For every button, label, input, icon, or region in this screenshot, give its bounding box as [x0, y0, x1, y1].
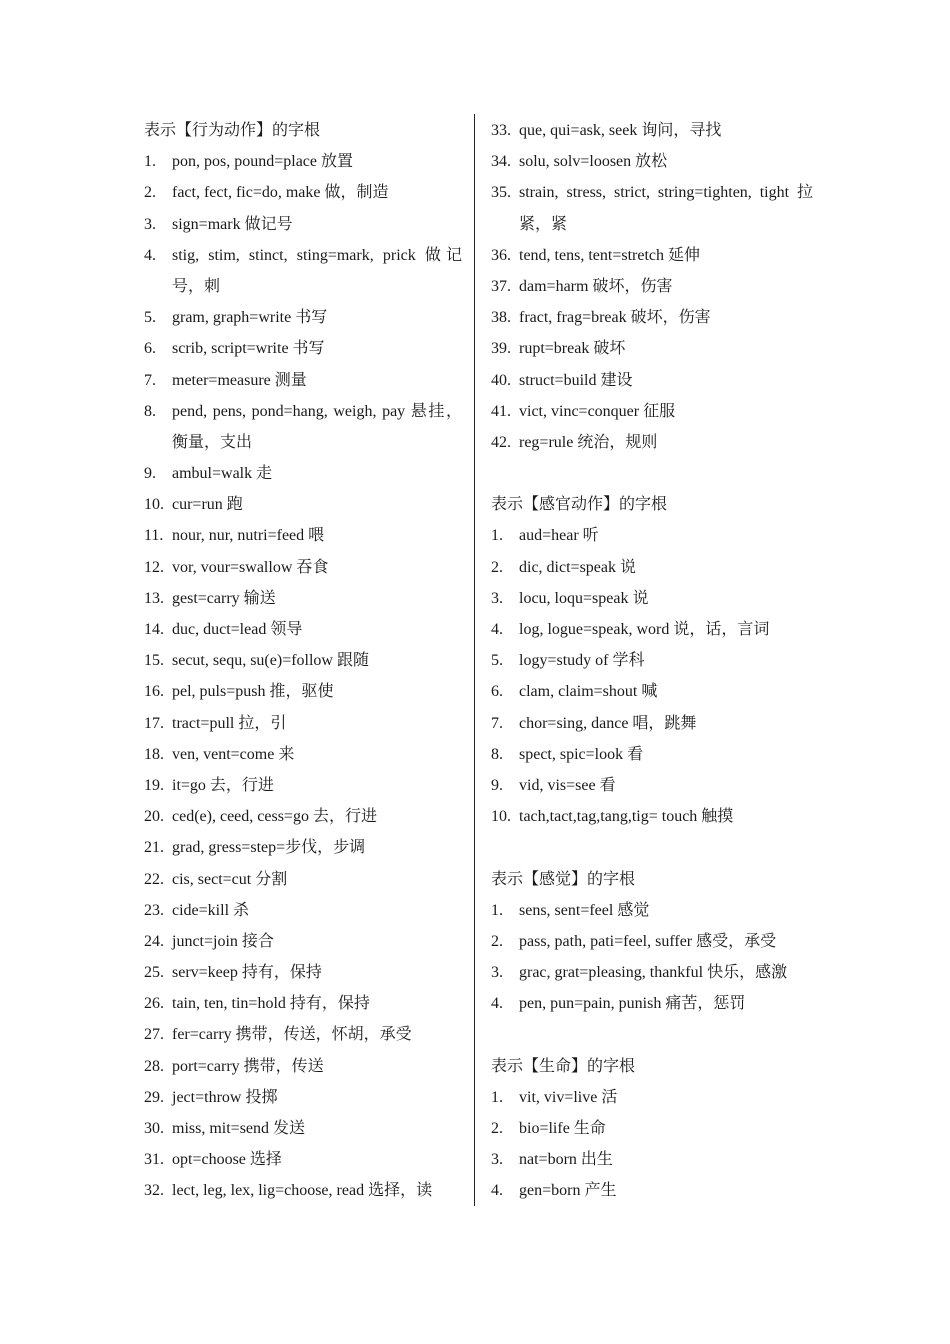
item-number: 40. — [491, 371, 511, 389]
list-item — [491, 520, 813, 551]
list-item — [144, 1144, 462, 1175]
item-number: 30. — [144, 1120, 164, 1138]
item-number: 20. — [144, 808, 164, 826]
list-item — [491, 676, 813, 707]
item-text: duc, duct=lead 领导 — [172, 621, 303, 639]
item-number: 6. — [491, 683, 503, 701]
item-number: 37. — [491, 277, 511, 295]
section-gap — [491, 832, 813, 863]
item-text: gram, graph=write 书写 — [172, 309, 328, 327]
list-item — [144, 302, 462, 333]
item-number: 19. — [144, 776, 164, 794]
item-number: 10. — [491, 808, 511, 826]
item-number: 6. — [144, 340, 156, 358]
item-text: tract=pull 拉，引 — [172, 714, 287, 732]
list-item — [144, 552, 462, 583]
item-number: 7. — [491, 714, 503, 732]
list-item — [144, 739, 462, 770]
list-item — [491, 1144, 813, 1175]
item-number: 15. — [144, 652, 164, 670]
list-item — [144, 957, 462, 988]
list-item — [491, 240, 813, 271]
list-item — [491, 552, 813, 583]
item-number: 41. — [491, 402, 511, 420]
item-text: nat=born 出生 — [519, 1151, 613, 1169]
list-item — [144, 895, 462, 926]
item-text: pass, path, pati=feel, suffer 感受，承受 — [519, 932, 777, 950]
list-item — [144, 146, 462, 177]
item-number: 8. — [144, 402, 156, 420]
item-text: dam=harm 破坏，伤害 — [519, 277, 673, 295]
item-number: 4. — [491, 995, 503, 1013]
item-text: spect, spic=look 看 — [519, 745, 644, 763]
item-number: 42. — [491, 433, 511, 451]
item-number: 7. — [144, 371, 156, 389]
list-item — [491, 177, 813, 239]
item-text: gen=born 产生 — [519, 1182, 617, 1200]
item-text: pel, puls=push 推，驱使 — [172, 683, 334, 701]
list-item — [491, 333, 813, 364]
item-number: 14. — [144, 621, 164, 639]
item-number: 16. — [144, 683, 164, 701]
item-text: rupt=break 破坏 — [519, 340, 626, 358]
list-item — [491, 770, 813, 801]
list-item — [144, 832, 462, 863]
list-item — [491, 146, 813, 177]
item-text: miss, mit=send 发送 — [172, 1120, 306, 1138]
list-item — [491, 645, 813, 676]
item-number: 24. — [144, 932, 164, 950]
root-list-actions — [144, 146, 462, 1206]
list-item — [491, 271, 813, 302]
section-heading-actions: 表示【行为动作】的字根 — [144, 122, 321, 139]
list-item — [144, 240, 462, 302]
item-text: stig, stim, stinct, sting=mark, prick 做记号，刺 — [172, 246, 462, 295]
item-text: solu, solv=loosen 放松 — [519, 153, 668, 171]
item-number: 9. — [144, 465, 156, 483]
item-text: pend, pens, pond=hang, weigh, pay 悬挂，衡量，支出 — [172, 402, 462, 451]
item-number: 2. — [144, 184, 156, 202]
list-item — [144, 926, 462, 957]
list-item — [144, 676, 462, 707]
item-number: 2. — [491, 558, 503, 576]
item-number: 1. — [491, 901, 503, 919]
item-text: cis, sect=cut 分割 — [172, 870, 288, 888]
item-text: locu, loqu=speak 说 — [519, 589, 649, 607]
item-number: 3. — [491, 1151, 503, 1169]
item-number: 10. — [144, 496, 164, 514]
item-number: 1. — [144, 153, 156, 171]
item-number: 38. — [491, 309, 511, 327]
item-number: 5. — [491, 652, 503, 670]
item-number: 34. — [491, 153, 511, 171]
item-number: 27. — [144, 1026, 164, 1044]
left-column — [144, 115, 462, 1207]
list-item — [144, 333, 462, 364]
item-text: cur=run 跑 — [172, 496, 243, 514]
item-text: port=carry 携带，传送 — [172, 1057, 324, 1075]
item-number: 29. — [144, 1088, 164, 1106]
list-item — [491, 801, 813, 832]
item-text: vit, viv=live 活 — [519, 1088, 618, 1106]
item-number: 2. — [491, 1120, 503, 1138]
list-item — [144, 1051, 462, 1082]
list-item — [491, 115, 813, 146]
item-number: 9. — [491, 776, 503, 794]
list-item — [491, 1175, 813, 1206]
item-number: 3. — [144, 215, 156, 233]
item-text: fact, fect, fic=do, make 做，制造 — [172, 184, 389, 202]
list-item — [144, 1113, 462, 1144]
list-item — [144, 708, 462, 739]
item-text: cide=kill 杀 — [172, 901, 250, 919]
section-heading-feelings: 表示【感觉】的字根 — [491, 870, 636, 888]
item-text: ced(e), ceed, cess=go 去，行进 — [172, 808, 377, 826]
item-number: 4. — [144, 246, 156, 264]
item-text: bio=life 生命 — [519, 1120, 606, 1138]
item-number: 31. — [144, 1151, 164, 1169]
list-item — [491, 396, 813, 427]
item-number: 12. — [144, 558, 164, 576]
item-text: meter=measure 测量 — [172, 371, 307, 389]
list-item — [144, 645, 462, 676]
item-number: 18. — [144, 745, 164, 763]
item-number: 39. — [491, 340, 511, 358]
root-list-life — [491, 1082, 813, 1207]
list-item — [491, 365, 813, 396]
item-number: 4. — [491, 1182, 503, 1200]
item-number: 28. — [144, 1057, 164, 1075]
list-item — [144, 1082, 462, 1113]
list-item — [144, 209, 462, 240]
root-list-senses-actions — [491, 520, 813, 832]
item-text: tain, ten, tin=hold 持有，保持 — [172, 995, 370, 1013]
item-text: it=go 去，行进 — [172, 776, 274, 794]
item-text: secut, sequ, su(e)=follow 跟随 — [172, 652, 369, 670]
item-text: vid, vis=see 看 — [519, 776, 616, 794]
list-item — [144, 583, 462, 614]
list-item — [144, 1175, 462, 1206]
item-text: pon, pos, pound=place 放置 — [172, 153, 354, 171]
root-list-feelings — [491, 895, 813, 1020]
list-item — [144, 489, 462, 520]
list-item — [144, 801, 462, 832]
section-heading-senses-actions: 表示【感官动作】的字根 — [491, 496, 668, 514]
list-item — [491, 302, 813, 333]
item-text: que, qui=ask, seek 询问，寻找 — [519, 122, 722, 139]
item-text: logy=study of 学科 — [519, 652, 645, 670]
item-number: 13. — [144, 589, 164, 607]
item-text: grad, gress=step=步伐，步调 — [172, 839, 366, 857]
item-text: serv=keep 持有，保持 — [172, 964, 322, 982]
item-text: vor, vour=swallow 吞食 — [172, 558, 329, 576]
item-text: struct=build 建设 — [519, 371, 633, 389]
item-text: opt=choose 选择 — [172, 1151, 282, 1169]
list-item — [491, 1113, 813, 1144]
list-item — [144, 177, 462, 208]
column-divider — [474, 114, 475, 1206]
item-text: aud=hear 听 — [519, 527, 599, 545]
item-text: junct=join 接合 — [172, 932, 274, 950]
list-item — [144, 458, 462, 489]
item-number: 2. — [491, 932, 503, 950]
list-item — [144, 770, 462, 801]
list-item — [491, 708, 813, 739]
list-item — [491, 1082, 813, 1113]
item-number: 11. — [144, 527, 164, 545]
item-text: grac, grat=pleasing, thankful 快乐，感激 — [519, 964, 788, 982]
item-number: 5. — [144, 309, 156, 327]
right-column — [491, 115, 813, 1207]
item-text: reg=rule 统治，规则 — [519, 433, 658, 451]
item-text: fract, frag=break 破坏，伤害 — [519, 309, 711, 327]
list-item — [144, 614, 462, 645]
item-text: dic, dict=speak 说 — [519, 558, 636, 576]
list-item — [491, 739, 813, 770]
item-number: 1. — [491, 527, 503, 545]
item-text: pen, pun=pain, punish 痛苦，惩罚 — [519, 995, 746, 1013]
item-text: ject=throw 投掷 — [172, 1088, 278, 1106]
item-text: gest=carry 输送 — [172, 589, 276, 607]
item-text: vict, vinc=conquer 征服 — [519, 402, 676, 420]
item-text: scrib, script=write 书写 — [172, 340, 325, 358]
item-number: 3. — [491, 589, 503, 607]
item-text: strain, stress, strict, string=tighten, tight 拉紧，紧 — [519, 184, 813, 233]
list-item — [144, 520, 462, 551]
item-text: clam, claim=shout 喊 — [519, 683, 658, 701]
item-text: sens, sent=feel 感觉 — [519, 901, 650, 919]
list-item — [491, 957, 813, 988]
item-number: 32. — [144, 1182, 164, 1200]
item-text: tend, tens, tent=stretch 延伸 — [519, 246, 700, 264]
list-item — [491, 926, 813, 957]
list-item — [491, 427, 813, 458]
section-gap — [491, 1019, 813, 1050]
item-number: 35. — [491, 184, 511, 202]
item-number: 4. — [491, 621, 503, 639]
list-item — [144, 1019, 462, 1050]
item-number: 17. — [144, 714, 164, 732]
section-gap — [491, 458, 813, 489]
list-item — [144, 365, 462, 396]
item-text: tach,tact,tag,tang,tig= touch 触摸 — [519, 808, 734, 826]
list-item — [491, 895, 813, 926]
item-number: 3. — [491, 964, 503, 982]
item-number: 8. — [491, 745, 503, 763]
item-number: 25. — [144, 964, 164, 982]
item-number: 36. — [491, 246, 511, 264]
item-number: 22. — [144, 870, 164, 888]
list-item — [144, 864, 462, 895]
item-number: 1. — [491, 1088, 503, 1106]
item-text: nour, nur, nutri=feed 喂 — [172, 527, 325, 545]
list-item — [491, 583, 813, 614]
section-heading-life: 表示【生命】的字根 — [491, 1057, 636, 1075]
item-number: 33. — [491, 122, 511, 139]
item-text: lect, leg, lex, lig=choose, read 选择，读 — [172, 1182, 433, 1200]
item-text: sign=mark 做记号 — [172, 215, 293, 233]
list-item — [491, 988, 813, 1019]
item-text: fer=carry 携带，传送，怀胡，承受 — [172, 1026, 412, 1044]
list-item — [491, 614, 813, 645]
item-text: ambul=walk 走 — [172, 465, 273, 483]
root-list-actions-continued — [491, 115, 813, 458]
list-item — [144, 396, 462, 458]
item-text: log, logue=speak, word 说，话，言词 — [519, 621, 770, 639]
list-item — [144, 988, 462, 1019]
item-number: 23. — [144, 901, 164, 919]
item-number: 21. — [144, 839, 164, 857]
item-number: 26. — [144, 995, 164, 1013]
item-text: chor=sing, dance 唱，跳舞 — [519, 714, 697, 732]
item-text: ven, vent=come 来 — [172, 745, 295, 763]
